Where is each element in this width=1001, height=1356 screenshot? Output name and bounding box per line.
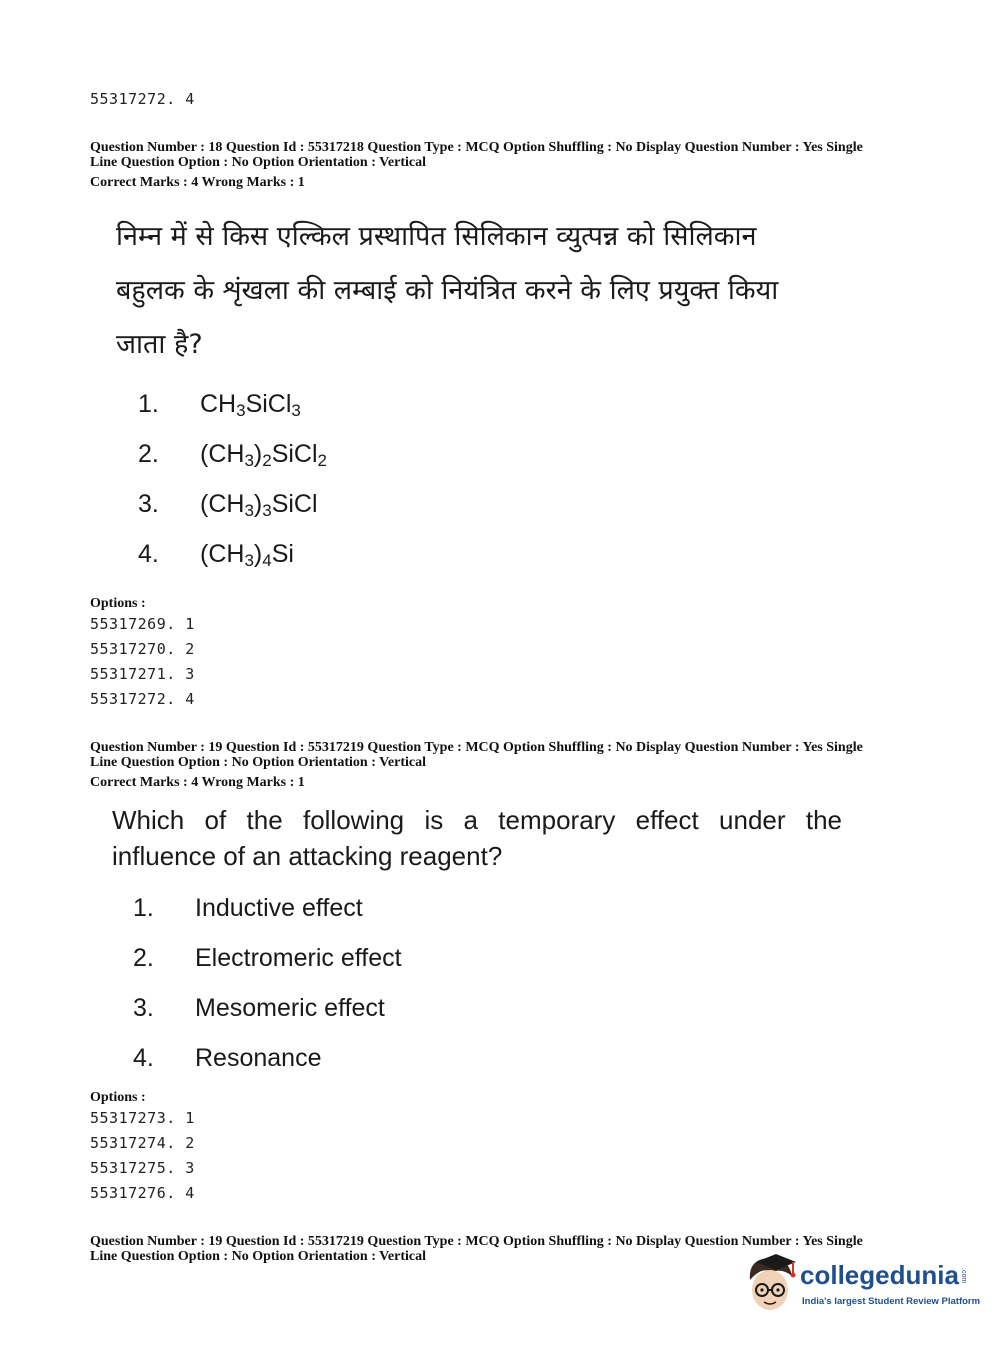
q19-options-list [90, 1106, 195, 1206]
choice-number: 4. [133, 1044, 154, 1072]
choice-formula: $(CH_3)_2SiCl_2$ [200, 440, 328, 470]
option-id: 55317271. 3 [90, 665, 195, 683]
choice-number: 3. [133, 994, 154, 1022]
q18-options-label: Options : [90, 596, 146, 611]
q19-repeat-meta-line1: Question Number : 19 Question Id : 55317219 Question Type : MCQ Option Shuffling : No Display Question Number : Yes Single [90, 1234, 863, 1249]
option-id: 55317269. 1 [90, 615, 195, 633]
previous-option-line: 55317272. 4 [90, 90, 195, 108]
logo-tagline: India's largest Student Review Platform [802, 1296, 981, 1307]
choice-number: 4. [138, 540, 159, 568]
choice-number: 1. [138, 390, 159, 418]
choice-number: 2. [133, 944, 154, 972]
choice-text: Mesomeric effect [195, 994, 385, 1022]
collegedunia-logo [742, 1250, 981, 1320]
q19-question-line: Which of the following is a temporary effect under the [112, 805, 842, 835]
choice-number: 1. [133, 894, 154, 922]
q19-meta [90, 740, 920, 770]
q18-meta-line2: Line Question Option : No Option Orientation : Vertical [90, 155, 427, 170]
mascot-icon [742, 1250, 802, 1320]
q19-question-text [112, 802, 842, 874]
q18-meta-line1: Question Number : 18 Question Id : 55317218 Question Type : MCQ Option Shuffling : No Display Question Number : Yes Single [90, 140, 863, 155]
q18-question-text [116, 210, 876, 372]
choice-number: 3. [138, 490, 159, 518]
choice-text: Electromeric effect [195, 944, 402, 972]
q19-marks: Correct Marks : 4 Wrong Marks : 1 [90, 775, 305, 790]
q18-options-list [90, 612, 195, 712]
q19-question-line: influence of an attacking reagent? [112, 841, 503, 871]
option-id: 55317274. 2 [90, 1134, 195, 1152]
q19-meta-line2: Line Question Option : No Option Orientation : Vertical [90, 755, 427, 770]
choice-formula: $(CH_3)_3SiCl$ [200, 490, 318, 520]
choice-number: 2. [138, 440, 159, 468]
q19-meta-line1: Question Number : 19 Question Id : 55317219 Question Type : MCQ Option Shuffling : No Display Question Number : Yes Single [90, 740, 863, 755]
logo-suffix: .com [960, 1268, 967, 1284]
option-id: 55317272. 4 [90, 690, 195, 708]
option-id: 55317270. 2 [90, 640, 195, 658]
q18-meta [90, 140, 920, 170]
logo-wordmark: collegedunia [800, 1260, 959, 1290]
option-id: 55317273. 1 [90, 1109, 195, 1127]
choice-text: Inductive effect [195, 894, 363, 922]
option-id: 55317276. 4 [90, 1184, 195, 1202]
q19-repeat-meta-line2: Line Question Option : No Option Orientation : Vertical [90, 1249, 427, 1264]
q18-question-line: बहुलक के शृंखला की लम्बाई को नियंत्रित करने के लिए प्रयुक्त किया [116, 275, 779, 306]
q19-options-label: Options : [90, 1090, 146, 1105]
q18-question-line: जाता है? [116, 329, 203, 360]
q18-question-line: निम्न में से किस एल्किल प्रस्थापित सिलिकान व्युत्पन्न को सिलिकान [116, 221, 757, 252]
option-id: 55317275. 3 [90, 1159, 195, 1177]
q18-marks: Correct Marks : 4 Wrong Marks : 1 [90, 175, 305, 190]
choice-text: Resonance [195, 1044, 322, 1072]
choice-formula: $(CH_3)_4Si$ [200, 540, 294, 570]
choice-formula: $CH_3SiCl_3$ [200, 390, 301, 420]
